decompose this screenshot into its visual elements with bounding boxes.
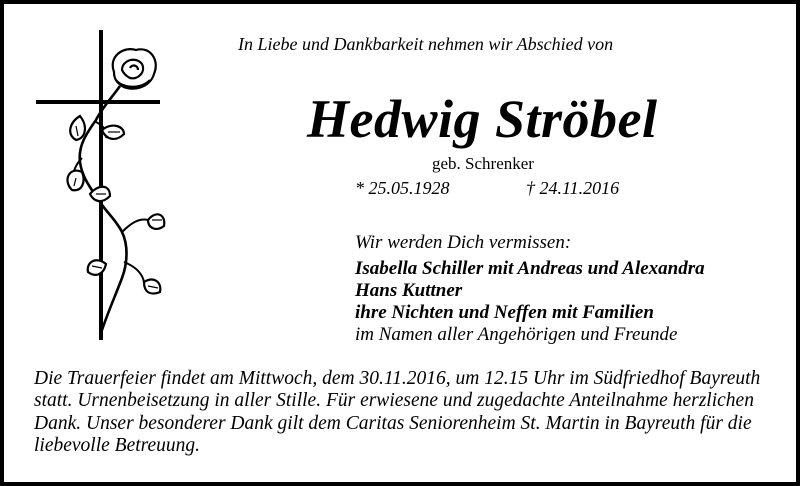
funeral-notice: [34, 368, 779, 457]
notice-line: liebevolle Betreuung.: [34, 434, 201, 456]
deceased-name: Hedwig Ströbel: [307, 89, 658, 149]
cross-with-rose-icon: [36, 30, 166, 342]
notice-line: Dank. Unser besonderer Dank gilt dem Caritas Seniorenheim St. Martin in Bayreuth für die: [34, 412, 752, 434]
maiden-name: geb. Schrenker: [432, 154, 534, 173]
mourner-entry: Isabella Schiller mit Andreas und Alexandra: [355, 258, 705, 279]
birth-date: * 25.05.1928: [355, 178, 450, 198]
mourner-entry: im Namen aller Angehörigen und Freunde: [355, 324, 678, 345]
notice-line: Die Trauerfeier findet am Mittwoch, dem 30.11.2016, um 12.15 Uhr im Südfriedhof Bayreuth: [34, 368, 761, 389]
mourners-list: [355, 258, 705, 346]
miss-line: Wir werden Dich vermissen:: [355, 232, 572, 253]
notice-line: statt. Urnenbeisetzung in aller Stille. Für erwiesene und zugedachte Anteilnahme herzlichen: [34, 390, 754, 412]
farewell-intro: In Liebe und Dankbarkeit nehmen wir Abschied von: [238, 34, 614, 54]
mourner-entry: ihre Nichten und Neffen mit Familien: [355, 302, 654, 323]
death-date: † 24.11.2016: [526, 178, 620, 198]
mourner-entry: Hans Kuttner: [355, 280, 463, 301]
